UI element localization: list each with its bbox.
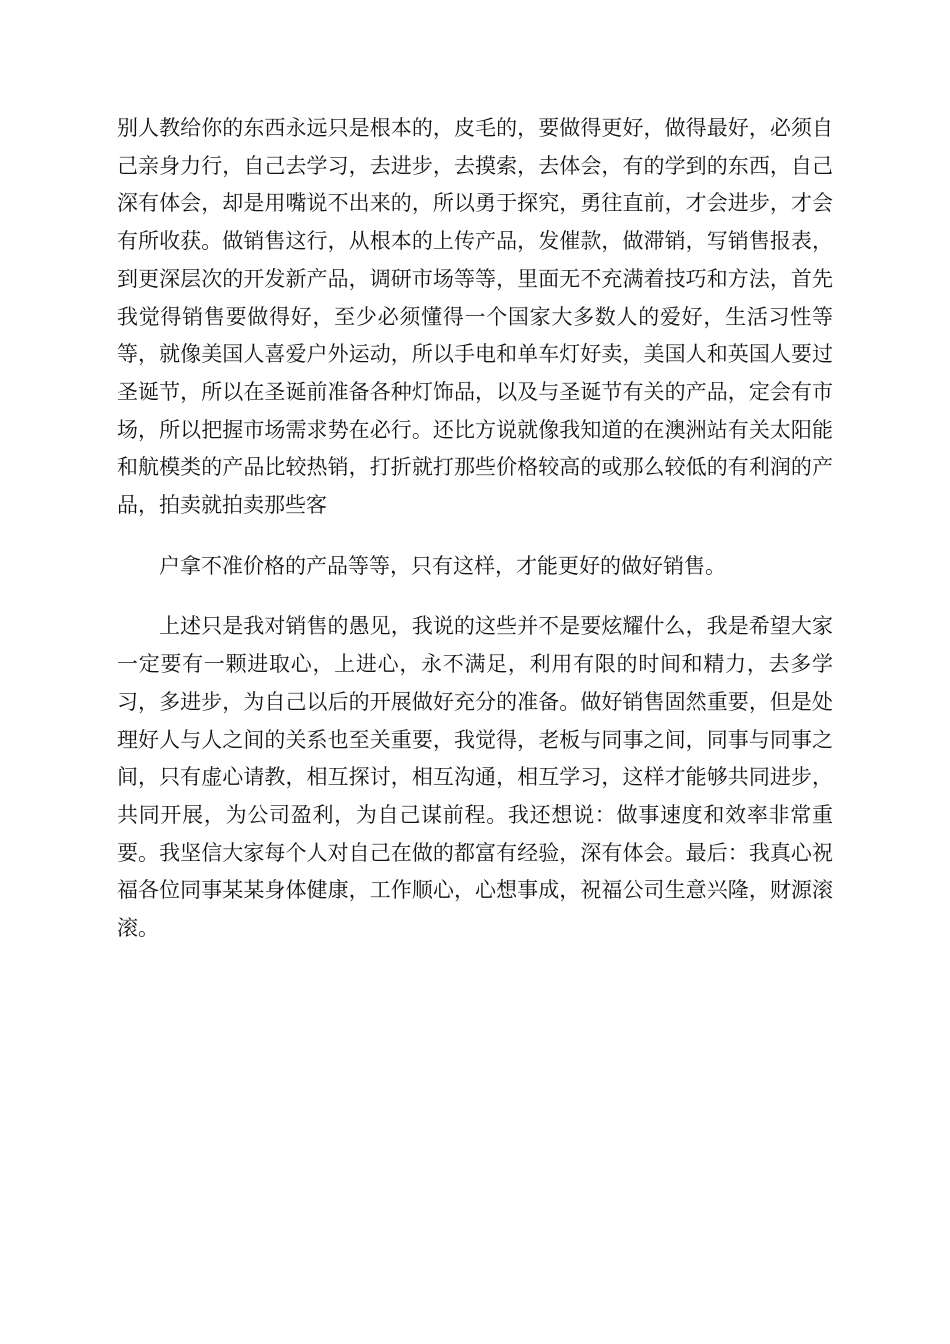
paragraph-1: 别人教给你的东西永远只是根本的，皮毛的，要做得更好，做得最好，必须自己亲身力行，自己去学习，去进步，去摸索，去体会，有的学到的东西，自己深有体会，却是用嘴说不出来的，所以勇于探究，勇往直前，才会进步，才会有所收获。做销售这行，从根本的上传产品，发催款，做滞销，写销售报表，到更深层次的开发新产品，调研市场等等，里面无不充满着技巧和方法，首先我觉得销售要做得好，至少必须懂得一个国家大多数人的爱好，生活习性等等，就像美国人喜爱户外运动，所以手电和单车灯好卖，美国人和英国人要过圣诞节，所以在圣诞前准备各种灯饰品，以及与圣诞节有关的产品，定会有市场，所以把握市场需求势在必行。还比方说就像我知道的在澳洲站有关太阳能和航模类的产品比较热销，打折就打那些价格较高的或那么较低的有利润的产品，拍卖就拍卖那些客 [117,116,833,518]
paragraph-3: 上述只是我对销售的愚见，我说的这些并不是要炫耀什么，我是希望大家一定要有一颗进取心，上进心，永不满足，利用有限的时间和精力，去多学习，多进步，为自己以后的开展做好充分的准备。做好销售固然重要，但是处理好人与人之间的关系也至关重要，我觉得，老板与同事之间，同事与同事之间，只有虚心请教，相互探讨，相互沟通，相互学习，这样才能够共同进步，共同开展，为公司盈利，为自己谋前程。我还想说：做事速度和效率非常重要。我坚信大家每个人对自己在做的都富有经验，深有体会。最后：我真心祝福各位同事某某身体健康，工作顺心，心想事成，祝福公司生意兴隆，财源滚滚。 [117,614,833,941]
paragraph-2: 户拿不准价格的产品等等，只有这样，才能更好的做好销售。 [159,553,726,578]
document-body [117,110,833,971]
